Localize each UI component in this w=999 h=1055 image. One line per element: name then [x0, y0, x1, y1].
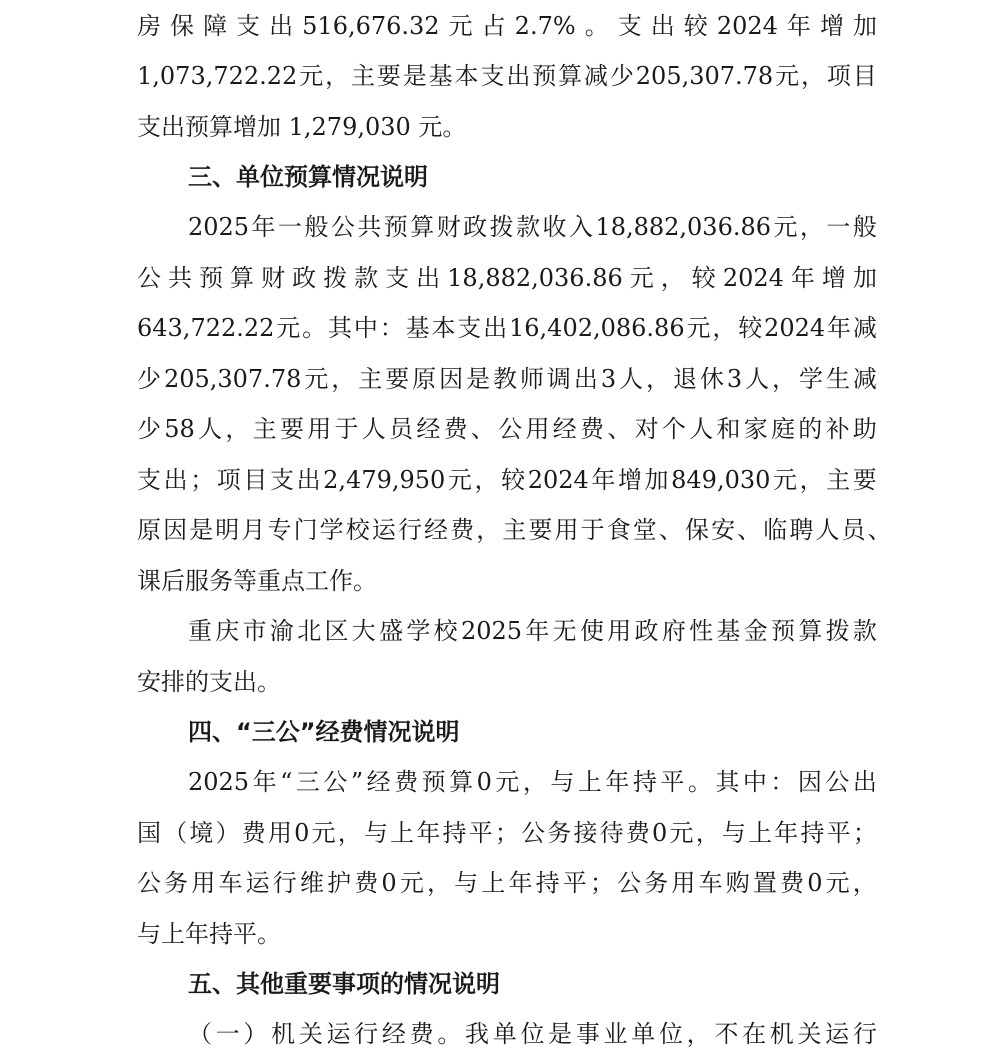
section-heading-4: 四、“三公”经费情况说明 — [188, 718, 460, 746]
paragraph-line: 1,073,722.22 元 ， 主 要 是 基 本 支 出 预 算 减 少 205,307.78 元 ， 项 目 — [137, 62, 877, 90]
paragraph-line: 少 58 人 ， 主 要 用 于 人 员 经 费 、 公 用 经 费 、 对 个 人 和 家 庭 的 补 助 — [137, 415, 877, 443]
paragraph-line: 课后服务等重点工作。 — [137, 567, 377, 595]
paragraph-line: 房 保 障 支 出 516,676.32 元 占 2.7% 。 支 出 较 2024 年 增 加 — [137, 12, 877, 40]
paragraph-line: 支 出 ； 项 目 支 出 2,479,950 元 ， 较 2024 年 增 加 849,030 元 ， 主 要 — [137, 466, 877, 494]
paragraph-line: 与上年持平。 — [137, 920, 281, 948]
paragraph-line: 2025 年 一 般 公 共 预 算 财 政 拨 款 收 入 18,882,036.86 元 ， 一 般 — [188, 213, 877, 241]
paragraph-line: 原 因 是 明 月 专 门 学 校 运 行 经 费 ， 主 要 用 于 食 堂 、 保 安 、 临 聘 人 员 、 — [137, 516, 892, 544]
paragraph-line: 国 （ 境 ） 费 用 0 元 ， 与 上 年 持 平 ； 公 务 接 待 费 0 元 ， 与 上 年 持 平 ； — [137, 819, 877, 847]
paragraph-line: 少 205,307.78 元 ， 主 要 原 因 是 教 师 调 出 3 人 ， 退 休 3 人 ， 学 生 减 — [137, 365, 877, 393]
section-heading-3: 三、单位预算情况说明 — [188, 163, 428, 191]
paragraph-line: 公 共 预 算 财 政 拨 款 支 出 18,882,036.86 元 ， 较 2024 年 增 加 — [137, 264, 877, 292]
paragraph-line: 2025 年 “ 三 公 ” 经 费 预 算 0 元 ， 与 上 年 持 平 。 其 中 ： 因 公 出 — [188, 768, 877, 796]
paragraph-line: 643,722.22 元 。 其 中 ： 基 本 支 出 16,402,086.86 元 ， 较 2024 年 减 — [137, 314, 877, 342]
paragraph-line: 重 庆 市 渝 北 区 大 盛 学 校 2025 年 无 使 用 政 府 性 基 金 预 算 拨 款 — [188, 617, 877, 645]
paragraph-line: 公 务 用 车 运 行 维 护 费 0 元 ， 与 上 年 持 平 ； 公 务 用 车 购 置 费 0 元 ， — [137, 869, 877, 897]
paragraph-line: 支出预算增加 1,279,030 元。 — [137, 113, 467, 141]
paragraph-line: 安排的支出。 — [137, 668, 281, 696]
section-heading-5: 五、其他重要事项的情况说明 — [188, 970, 500, 998]
subsection-line: （ 一 ） 机 关 运 行 经 费 。 我 单 位 是 事 业 单 位 ， 不 在 机 关 运 行 — [188, 1020, 877, 1048]
